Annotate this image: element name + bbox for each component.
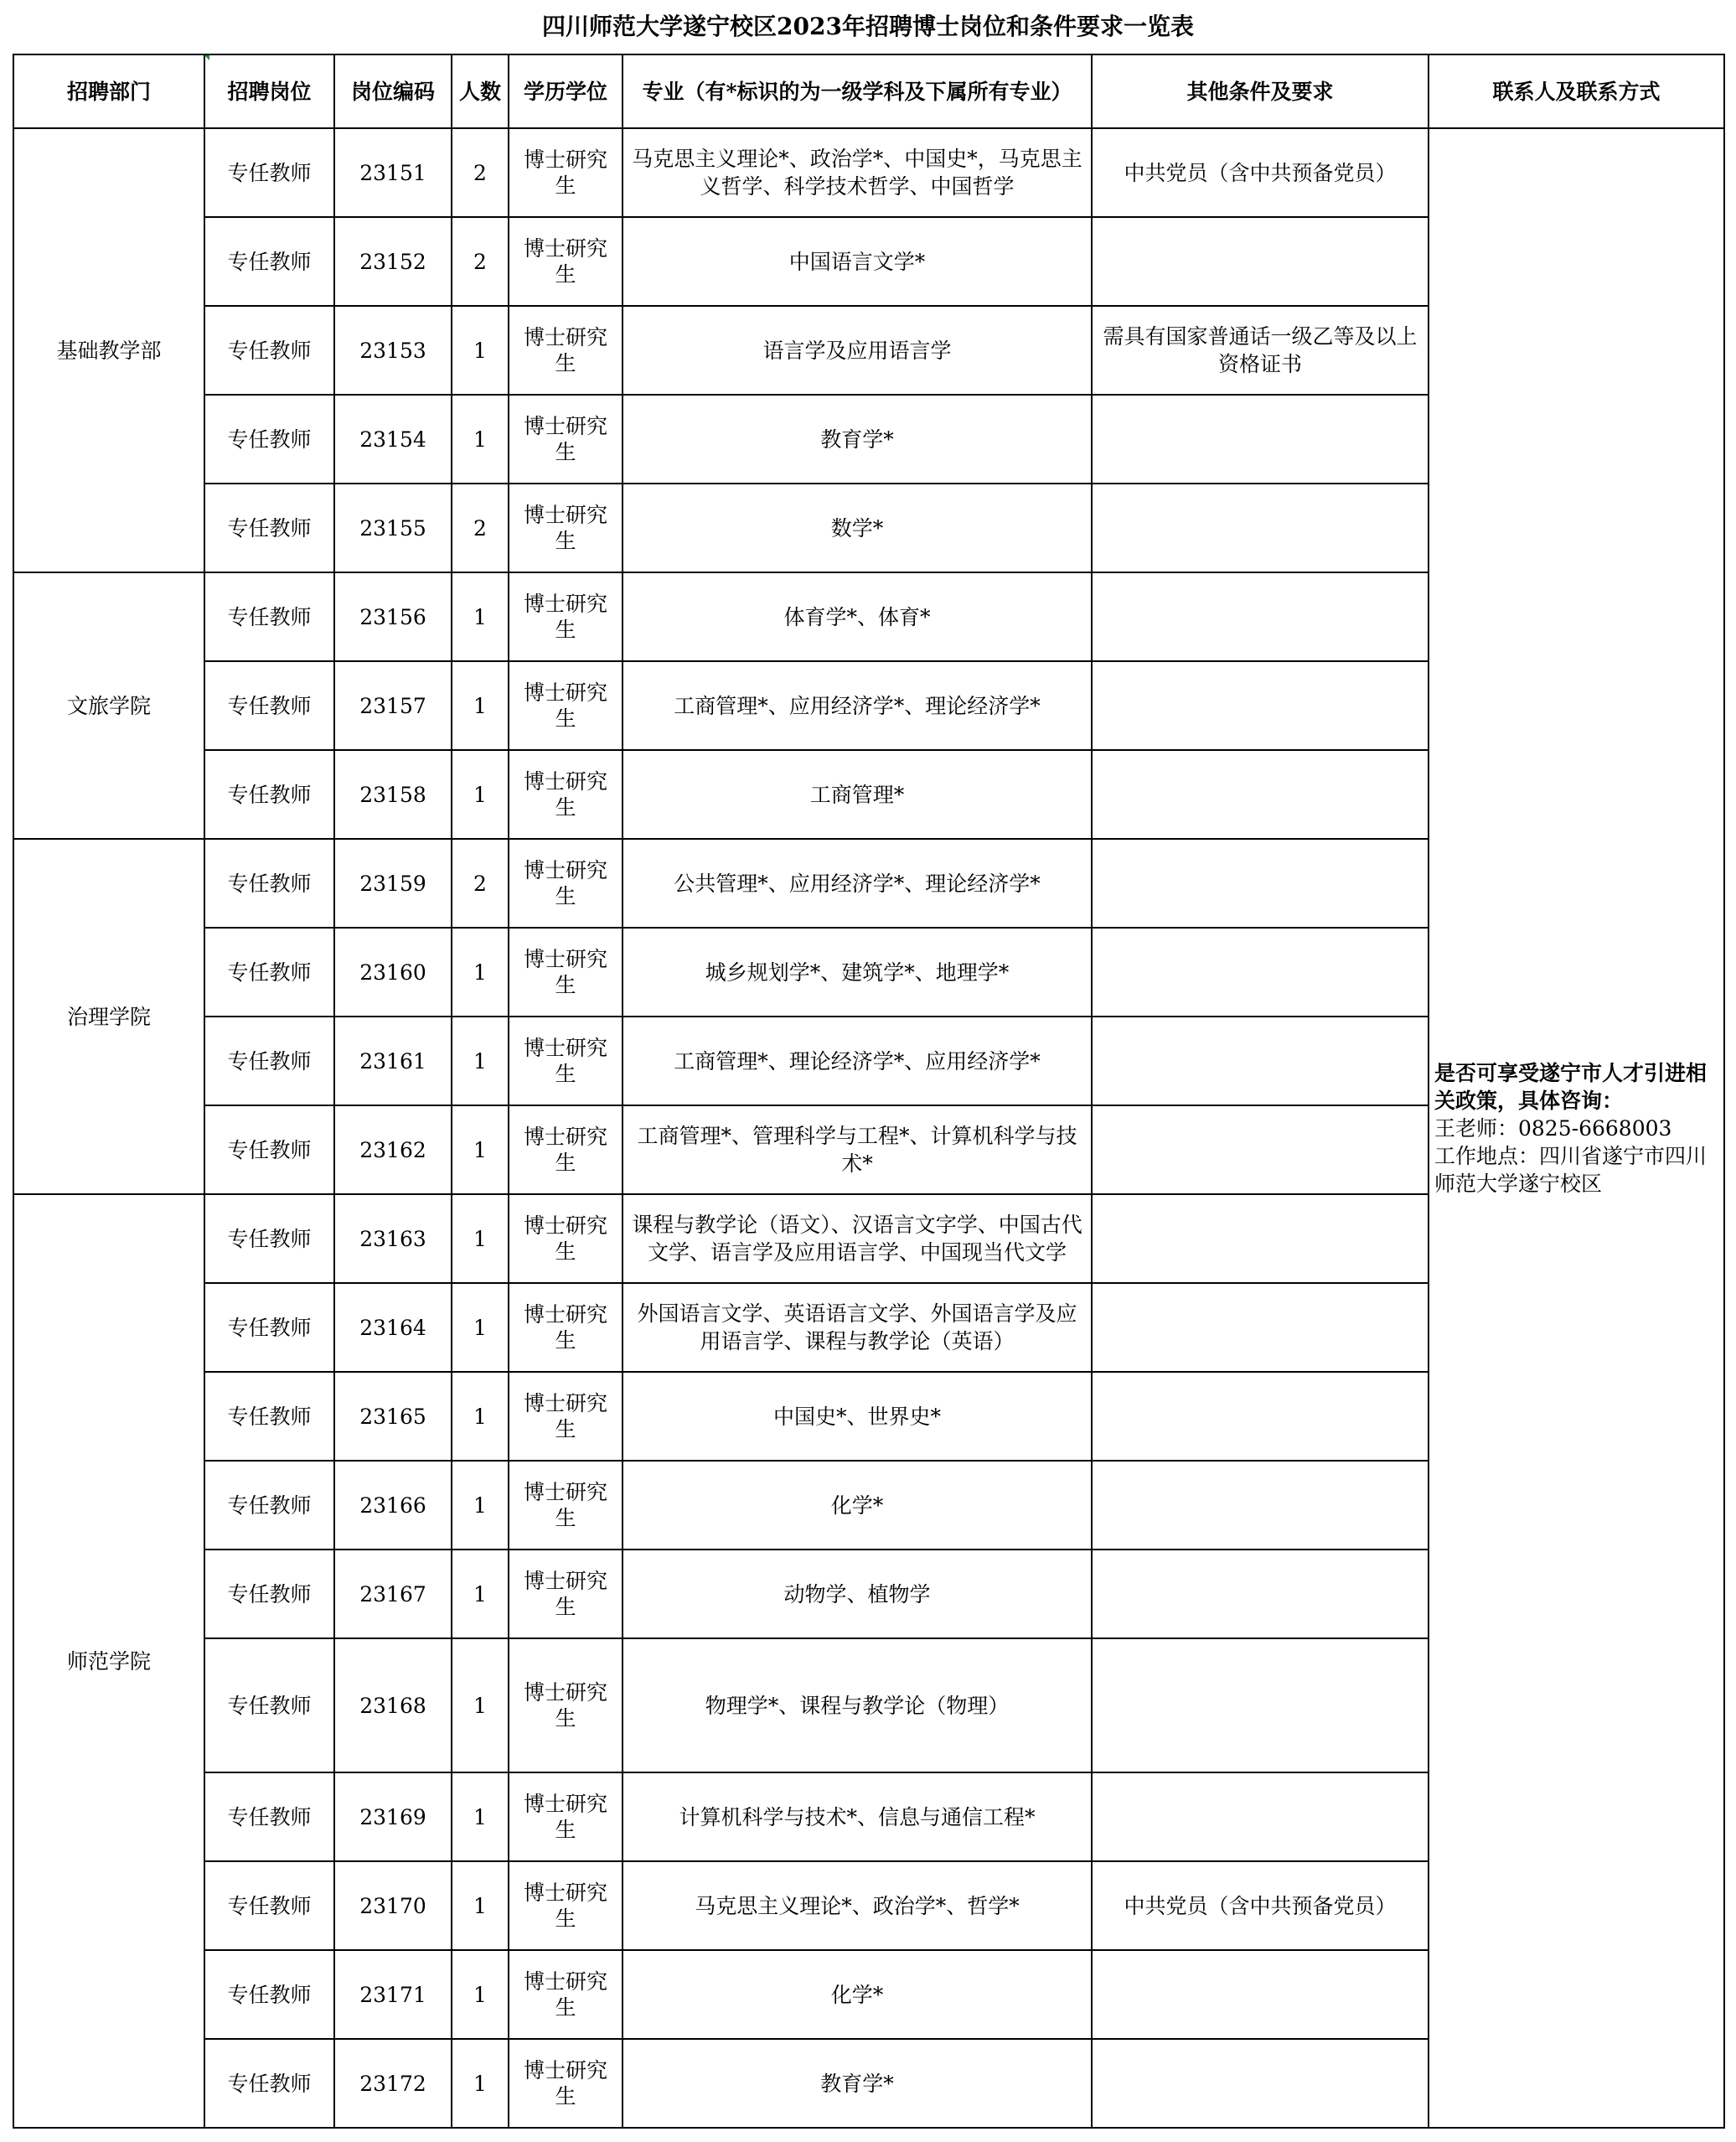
other-cell (1092, 1772, 1429, 1861)
other-cell (1092, 1950, 1429, 2039)
other-cell (1092, 1461, 1429, 1550)
header-major: 专业（有*标识的为一级学科及下属所有专业） (623, 54, 1092, 128)
code-cell: 23161 (334, 1017, 452, 1105)
post-cell: 专任教师 (204, 1017, 334, 1105)
department-cell: 治理学院 (13, 839, 204, 1194)
degree-cell: 博士研究生 (509, 1017, 623, 1105)
code-cell: 23155 (334, 484, 452, 572)
other-cell (1092, 1105, 1429, 1194)
major-cell: 物理学*、课程与教学论（物理） (623, 1638, 1092, 1772)
page-title: 四川师范大学遂宁校区2023年招聘博士岗位和条件要求一览表 (542, 13, 1194, 40)
major-cell: 中国史*、世界史* (623, 1372, 1092, 1461)
other-cell (1092, 750, 1429, 839)
code-cell: 23158 (334, 750, 452, 839)
code-cell: 23165 (334, 1372, 452, 1461)
code-cell: 23163 (334, 1194, 452, 1283)
other-cell (1092, 484, 1429, 572)
post-cell: 专任教师 (204, 395, 334, 484)
count-cell: 1 (452, 1861, 509, 1950)
major-cell: 教育学* (623, 2039, 1092, 2128)
department-cell: 师范学院 (13, 1194, 204, 2128)
major-cell: 语言学及应用语言学 (623, 306, 1092, 395)
degree-cell: 博士研究生 (509, 1372, 623, 1461)
department-cell: 基础教学部 (13, 128, 204, 572)
other-cell (1092, 1283, 1429, 1372)
post-cell: 专任教师 (204, 1105, 334, 1194)
code-cell: 23162 (334, 1105, 452, 1194)
other-cell (1092, 217, 1429, 306)
degree-cell: 博士研究生 (509, 1861, 623, 1950)
contact-person: 王老师：0825-6668003 (1434, 1115, 1672, 1141)
count-cell: 1 (452, 928, 509, 1017)
post-cell: 专任教师 (204, 217, 334, 306)
major-cell: 马克思主义理论*、政治学*、中国史*，马克思主义哲学、科学技术哲学、中国哲学 (623, 128, 1092, 217)
post-cell: 专任教师 (204, 1283, 334, 1372)
other-cell (1092, 1017, 1429, 1105)
degree-cell: 博士研究生 (509, 928, 623, 1017)
count-cell: 2 (452, 128, 509, 217)
degree-cell: 博士研究生 (509, 217, 623, 306)
count-cell: 2 (452, 217, 509, 306)
count-cell: 1 (452, 2039, 509, 2128)
post-cell: 专任教师 (204, 484, 334, 572)
major-cell: 计算机科学与技术*、信息与通信工程* (623, 1772, 1092, 1861)
major-cell: 化学* (623, 1461, 1092, 1550)
degree-cell: 博士研究生 (509, 1638, 623, 1772)
other-cell (1092, 1638, 1429, 1772)
degree-cell: 博士研究生 (509, 484, 623, 572)
major-cell: 公共管理*、应用经济学*、理论经济学* (623, 839, 1092, 928)
post-cell: 专任教师 (204, 750, 334, 839)
code-cell: 23168 (334, 1638, 452, 1772)
degree-cell: 博士研究生 (509, 1950, 623, 2039)
post-cell: 专任教师 (204, 1550, 334, 1638)
count-cell: 1 (452, 1772, 509, 1861)
count-cell: 1 (452, 395, 509, 484)
major-cell: 数学* (623, 484, 1092, 572)
header-department: 招聘部门 (13, 54, 204, 128)
code-cell: 23167 (334, 1550, 452, 1638)
post-cell: 专任教师 (204, 661, 334, 750)
post-cell: 专任教师 (204, 1638, 334, 1772)
major-cell: 中国语言文学* (623, 217, 1092, 306)
post-cell: 专任教师 (204, 1772, 334, 1861)
code-cell: 23166 (334, 1461, 452, 1550)
degree-cell: 博士研究生 (509, 1194, 623, 1283)
post-cell: 专任教师 (204, 928, 334, 1017)
post-cell: 专任教师 (204, 572, 334, 661)
degree-cell: 博士研究生 (509, 1283, 623, 1372)
count-cell: 1 (452, 1372, 509, 1461)
major-cell: 工商管理*、应用经济学*、理论经济学* (623, 661, 1092, 750)
code-cell: 23164 (334, 1283, 452, 1372)
code-cell: 23154 (334, 395, 452, 484)
major-cell: 马克思主义理论*、政治学*、哲学* (623, 1861, 1092, 1950)
cell-comment-marker (204, 55, 209, 60)
recruitment-table (13, 54, 1725, 2129)
code-cell: 23157 (334, 661, 452, 750)
table-row (13, 128, 1724, 217)
department-cell: 文旅学院 (13, 572, 204, 839)
degree-cell: 博士研究生 (509, 1772, 623, 1861)
contact-heading: 是否可享受遂宁市人才引进相关政策，具体咨询： (1434, 1060, 1708, 1113)
degree-cell: 博士研究生 (509, 395, 623, 484)
degree-cell: 博士研究生 (509, 1105, 623, 1194)
count-cell: 1 (452, 1950, 509, 2039)
code-cell: 23153 (334, 306, 452, 395)
degree-cell: 博士研究生 (509, 1461, 623, 1550)
count-cell: 1 (452, 750, 509, 839)
code-cell: 23160 (334, 928, 452, 1017)
degree-cell: 博士研究生 (509, 661, 623, 750)
other-cell (1092, 1550, 1429, 1638)
count-cell: 1 (452, 1105, 509, 1194)
post-cell: 专任教师 (204, 1861, 334, 1950)
header-code: 岗位编码 (334, 54, 452, 128)
other-cell: 中共党员（含中共预备党员） (1092, 128, 1429, 217)
contact-cell (1429, 128, 1724, 2128)
code-cell: 23152 (334, 217, 452, 306)
other-cell (1092, 1372, 1429, 1461)
other-cell (1092, 661, 1429, 750)
other-cell: 中共党员（含中共预备党员） (1092, 1861, 1429, 1950)
other-cell (1092, 928, 1429, 1017)
degree-cell: 博士研究生 (509, 1550, 623, 1638)
degree-cell: 博士研究生 (509, 306, 623, 395)
code-cell: 23159 (334, 839, 452, 928)
count-cell: 2 (452, 484, 509, 572)
major-cell: 体育学*、体育* (623, 572, 1092, 661)
major-cell: 外国语言文学、英语语言文学、外国语言学及应用语言学、课程与教学论（英语） (623, 1283, 1092, 1372)
header-count: 人数 (452, 54, 509, 128)
count-cell: 2 (452, 839, 509, 928)
header-contact: 联系人及联系方式 (1429, 54, 1724, 128)
count-cell: 1 (452, 1017, 509, 1105)
degree-cell: 博士研究生 (509, 128, 623, 217)
post-cell: 专任教师 (204, 1194, 334, 1283)
degree-cell: 博士研究生 (509, 839, 623, 928)
table-body (13, 128, 1724, 2128)
post-cell: 专任教师 (204, 2039, 334, 2128)
major-cell: 工商管理*、管理科学与工程*、计算机科学与技术* (623, 1105, 1092, 1194)
header-post: 招聘岗位 (204, 54, 334, 128)
major-cell: 课程与教学论（语文）、汉语言文字学、中国古代文学、语言学及应用语言学、中国现当代文学 (623, 1194, 1092, 1283)
code-cell: 23169 (334, 1772, 452, 1861)
major-cell: 工商管理*、理论经济学*、应用经济学* (623, 1017, 1092, 1105)
code-cell: 23170 (334, 1861, 452, 1950)
other-cell (1092, 395, 1429, 484)
code-cell: 23171 (334, 1950, 452, 2039)
degree-cell: 博士研究生 (509, 572, 623, 661)
count-cell: 1 (452, 661, 509, 750)
other-cell (1092, 1194, 1429, 1283)
post-cell: 专任教师 (204, 1950, 334, 2039)
contact-address: 工作地点：四川省遂宁市四川师范大学遂宁校区 (1434, 1143, 1708, 1196)
major-cell: 城乡规划学*、建筑学*、地理学* (623, 928, 1092, 1017)
count-cell: 1 (452, 306, 509, 395)
code-cell: 23172 (334, 2039, 452, 2128)
post-cell: 专任教师 (204, 1372, 334, 1461)
major-cell: 化学* (623, 1950, 1092, 2039)
count-cell: 1 (452, 1550, 509, 1638)
post-cell: 专任教师 (204, 1461, 334, 1550)
major-cell: 教育学* (623, 395, 1092, 484)
degree-cell: 博士研究生 (509, 2039, 623, 2128)
major-cell: 动物学、植物学 (623, 1550, 1092, 1638)
post-cell: 专任教师 (204, 306, 334, 395)
count-cell: 1 (452, 1194, 509, 1283)
degree-cell: 博士研究生 (509, 750, 623, 839)
other-cell: 需具有国家普通话一级乙等及以上资格证书 (1092, 306, 1429, 395)
header-row (13, 54, 1724, 128)
header-other: 其他条件及要求 (1092, 54, 1429, 128)
other-cell (1092, 839, 1429, 928)
major-cell: 工商管理* (623, 750, 1092, 839)
post-cell: 专任教师 (204, 128, 334, 217)
count-cell: 1 (452, 1638, 509, 1772)
other-cell (1092, 2039, 1429, 2128)
count-cell: 1 (452, 572, 509, 661)
count-cell: 1 (452, 1283, 509, 1372)
code-cell: 23151 (334, 128, 452, 217)
post-cell: 专任教师 (204, 839, 334, 928)
code-cell: 23156 (334, 572, 452, 661)
header-degree: 学历学位 (509, 54, 623, 128)
count-cell: 1 (452, 1461, 509, 1550)
other-cell (1092, 572, 1429, 661)
